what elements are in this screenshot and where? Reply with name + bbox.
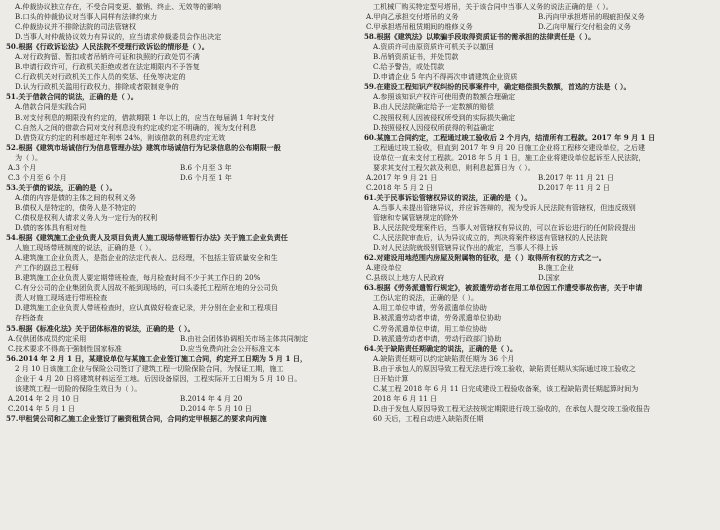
option-text: B.由人民法院确定给予一定数额的赔偿 xyxy=(373,102,494,112)
option-text: B.2017 年 11 月 21 日 xyxy=(538,172,615,182)
option-text: A.2017 年 9 月 21 日 xyxy=(366,172,438,182)
option-text: C.2018 年 5 月 2 日 xyxy=(366,182,434,192)
continuation-text: 企业于 4 月 20 日将建筑材料运至工地。后因设备原因，工程实际开工日期为 5 月 10 日。 xyxy=(15,373,302,383)
option-text: C.有分公司的企业集团负责人因故不能到现场的，可口头委托工程所在地的分公司负 xyxy=(15,283,278,293)
option-text: B.被派遣劳动者申请，劳务派遣单位协助 xyxy=(373,313,502,323)
question-stem: 56.2014 年 2 月 1 日，某建设单位与某施工企业签订施工合同，约定开工日期为 5 月 1 日， xyxy=(6,353,308,363)
option-text: B.由社会团体协调相关市场主体共同制定 xyxy=(180,333,309,343)
continuation-text: 产工作的副总工程师 xyxy=(15,263,79,273)
option-text: B.口头的仲裁协议对当事人同样有法律约束力 xyxy=(15,12,158,22)
option-text: D.借贷双方约定的利率超过年利率 24%，则该借款的利息约定无效 xyxy=(15,132,226,142)
option-text: D.申请企业 5 年内不得再次申请建筑企业资质 xyxy=(373,72,518,82)
question-stem: 57.甲租赁公司和乙施工企业签订了融资租赁合同，合同约定甲根据乙的要求向丙施 xyxy=(6,413,267,423)
option-text: D.按照侵权人因侵权所获得的利益确定 xyxy=(373,122,495,132)
continuation-text: 2 月 10 日该施工企业与保险公司签订了建筑工程一切险保险合同，为保证工期，施工 xyxy=(15,363,284,373)
option-text: A.仅供团体成员约定采用 xyxy=(8,333,87,343)
option-text: C.按照权利人因被侵权所受到的实际损失确定 xyxy=(373,112,516,122)
question-stem: 62.对建设用地范围内房屋及附属物的征收，是（ ）取得所有权的方式之一。 xyxy=(364,253,606,263)
option-text: D.6 个月至 1 年 xyxy=(180,172,232,182)
continuation-text: 存档备查 xyxy=(15,313,44,323)
option-text: A.缺陷责任期可以约定缺陷责任期为 36 个月 xyxy=(373,353,515,363)
option-text: D.被派遣劳动者申请，劳动行政部门协助 xyxy=(373,333,502,343)
option-pair xyxy=(364,173,710,183)
option-text: C.自然人之间的借款合同对支付利息没有约定或约定不明确的，视为支付利息 xyxy=(15,122,257,132)
option-pair xyxy=(6,334,352,344)
question-stem: 59.在建设工程知识产权纠纷的民事案件中，确定赔偿损失数额，首选的方法是（ ）。 xyxy=(364,82,631,92)
option-text: A.对行政拘留、暂扣或者吊销许可证和执照的行政处罚不满 xyxy=(15,52,200,62)
continuation-text: 该建筑工程一切险的保险生效日为（ ）。 xyxy=(15,383,142,393)
option-text: A.借款合同是实践合同 xyxy=(15,102,87,112)
right-column xyxy=(358,2,710,530)
left-column xyxy=(6,2,358,530)
continuation-text: 日开始计算 xyxy=(373,373,409,383)
option-text: B.6 个月至 3 年 xyxy=(180,162,232,172)
option-text: C.人民法院审查后，认为异议成立的，判决将案件移送有管辖权的人民法院 xyxy=(373,233,608,243)
continuation-text: 要求其支付工程欠款及利息，则利息起算日为（ ）。 xyxy=(373,162,535,172)
option-text: C.仲裁协议并不排除法院的司法管辖权 xyxy=(15,22,136,32)
question-stem: 61.关于民事诉讼管辖权异议的说法，正确的是（ ）。 xyxy=(364,192,532,202)
question-stem: 51.关于借款合同的说法，正确的是（ ）。 xyxy=(6,92,138,102)
option-text: D.当事人对仲裁协议效力有异议的，应当请求仲裁委员会作出决定 xyxy=(15,32,222,42)
option-text: C.行政机关对行政机关工作人员的奖惩、任免等决定的 xyxy=(15,72,186,82)
option-pair xyxy=(6,394,352,404)
option-text: C.技术要求不得高于强制性国家标准 xyxy=(8,343,122,353)
option-text: B.吊销资质证书，并处罚款 xyxy=(373,52,459,62)
option-text: A.建筑施工企业负责人，是指企业的法定代表人、总经理，不包括主管质量安全和生 xyxy=(15,253,278,263)
question-stem: 50.根据《行政诉讼法》人民法院不受理行政诉讼的情形是（ ）。 xyxy=(6,42,209,52)
option-text: A.仲裁协议独立存在，不受合同变更、撤销、终止、无效等的影响 xyxy=(15,2,222,11)
option-text: D.2017 年 11 月 2 日 xyxy=(538,182,610,192)
continuation-text: 为（ ）。 xyxy=(15,152,43,162)
continuation-text: 工机械厂购买特定型号塔吊，关于该合同中当事人义务的说法正确的是（ ）。 xyxy=(373,2,613,11)
option-pair xyxy=(6,344,352,354)
option-text: D.债的客体具有相对性 xyxy=(15,223,87,233)
option-pair xyxy=(6,163,352,173)
option-text: D.建筑施工企业负责人带班检查时，应认真做好检查记录，并分别在企业和工程项目 xyxy=(15,303,279,313)
option-text: D.2014 年 5 月 10 日 xyxy=(180,403,252,413)
option-text: B.人民法院受理案件后，当事人对管辖权有异议的，可以在诉讼进行的任何阶段提出 xyxy=(373,223,636,233)
question-stem: 64.关于缺陷责任期确定的说法，正确的是（ ）。 xyxy=(364,343,518,353)
question-stem: 52.根据《建筑市场诚信行为信息管理办法》建筑市场诚信行为记录信息的公布期限一般 xyxy=(6,142,281,152)
option-text: A.2014 年 2 月 10 日 xyxy=(8,393,80,403)
option-text: C.2014 年 5 月 1 日 xyxy=(8,403,76,413)
option-text: A.3 个月 xyxy=(8,162,37,172)
option-text: D.对人民法院就级别管辖异议作出的裁定，当事人不得上诉 xyxy=(373,243,559,253)
option-pair xyxy=(364,183,710,193)
option-text: B.债权人是特定的，债务人是不特定的 xyxy=(15,202,136,212)
option-pair xyxy=(364,263,710,273)
question-stem: 58.根据《建筑法》以欺骗手段取得资质证书的需承担的法律责任是（ ）。 xyxy=(364,32,596,42)
continuation-text: 设单位一直未支付工程款。2018 年 5 月 1 日，施工企业将建设单位起诉至人民法院， xyxy=(373,152,646,162)
option-pair xyxy=(364,273,710,283)
option-text: B.建筑施工企业负责人要定期带班检查，每月检查时间不少于其工作日的 20% xyxy=(15,273,261,283)
option-text: C.债权是权利人请求义务人为一定行为的权利 xyxy=(15,212,158,222)
continuation-text: 60 天后，工程自动进入缺陷责任期 xyxy=(373,413,484,423)
option-text: D.认为行政机关滥用行政权力，排除或者限制竞争的 xyxy=(15,82,179,92)
option-text: C.3 个月至 6 个月 xyxy=(8,172,67,182)
option-text: B.由于承包人的原因导致工程无法进行竣工验收，缺陷责任期从实际通过竣工验收之 xyxy=(373,363,636,373)
continuation-text: 2018 年 6 月 11 日 xyxy=(373,393,438,403)
option-text: D.国家 xyxy=(538,273,560,283)
option-pair xyxy=(364,12,710,22)
option-text: B.对支付利息的期限没有约定的，借款期限 1 年以上的，应当在每届满 1 年时支付 xyxy=(15,112,275,122)
option-text: C.某工程 2018 年 6 月 11 日完成建设工程验收备案，该工程缺陷责任期起算时间为 xyxy=(373,383,639,393)
option-text: C.给予警告，或处罚款 xyxy=(373,62,445,72)
continuation-text: 责人对施工现场进行带班检查 xyxy=(15,293,108,303)
question-stem: 60.某施工合同约定，工程通过竣工验收后 2 个月内，结清所有工程款。2017 年 9 月 1 日 xyxy=(364,132,656,142)
question-stem: 55.根据《标准化法》关于团体标准的说法，正确的是（ ）。 xyxy=(6,323,195,333)
option-text: B.2014 年 4 月 20 xyxy=(180,393,243,403)
option-text: D.乙向甲履行交付租金的义务 xyxy=(538,22,631,32)
continuation-text: 人施工现场带班制度的说法，正确的是（ ）。 xyxy=(15,243,156,253)
option-text: A.债的内容是债的主体之间的权利义务 xyxy=(15,192,136,202)
option-text: A.建设单位 xyxy=(366,263,402,273)
continuation-text: 管辖和专属管辖规定的除外 xyxy=(373,212,459,222)
option-text: A.甲向乙承担交付塔吊的义务 xyxy=(366,12,459,22)
option-text: B.施工企业 xyxy=(538,263,574,273)
option-pair xyxy=(6,173,352,183)
option-text: C.劳务派遣单位申请，用工单位协助 xyxy=(373,323,487,333)
option-pair xyxy=(364,22,710,32)
question-stem: 53.关于债的说法，正确的是（ ）。 xyxy=(6,182,117,192)
question-stem: 54.根据《建筑施工企业负责人及项目负责人施工现场带班暂行办法》关于施工企业负责任 xyxy=(6,233,288,243)
option-text: C.甲承担塔吊租赁期间的维修义务 xyxy=(366,22,473,32)
option-text: B.丙向甲承担塔吊的瑕疵担保义务 xyxy=(538,12,645,22)
option-text: A.资质许可由原资质许可机关予以撤回 xyxy=(373,42,494,52)
option-text: A.参照该知识产权许可使用费的数额合理确定 xyxy=(373,92,516,102)
continuation-text: 工伤认定的说法，正确的是（ ）。 xyxy=(373,293,479,303)
question-stem: 63.根据《劳务派遣暂行规定》，被派遣劳动者在用工单位因工作遭受事故伤害，关于申请 xyxy=(364,283,643,293)
option-text: A.当事人未提出管辖异议，并应诉答辩的，视为受诉人民法院有管辖权，但违反级别 xyxy=(373,202,636,212)
option-text: D.由于发包人原因导致工程无法按规定期限进行竣工验收的，在承包人提交竣工验收报告 xyxy=(373,403,651,413)
option-text: C.县级以上地方人民政府 xyxy=(366,273,445,283)
continuation-text: 工程通过竣工验收，但直到 2017 年 9 月 20 日施工企业将工程移交建设单位，之后建 xyxy=(373,142,646,152)
option-pair xyxy=(6,404,352,414)
option-text: D.应当免费向社会公开标准文本 xyxy=(180,343,280,353)
option-text: B.申请行政许可，行政机关拒绝或者在法定期限内不予答复 xyxy=(15,62,200,72)
option-text: A.用工单位申请，劳务派遣单位协助 xyxy=(373,303,487,313)
